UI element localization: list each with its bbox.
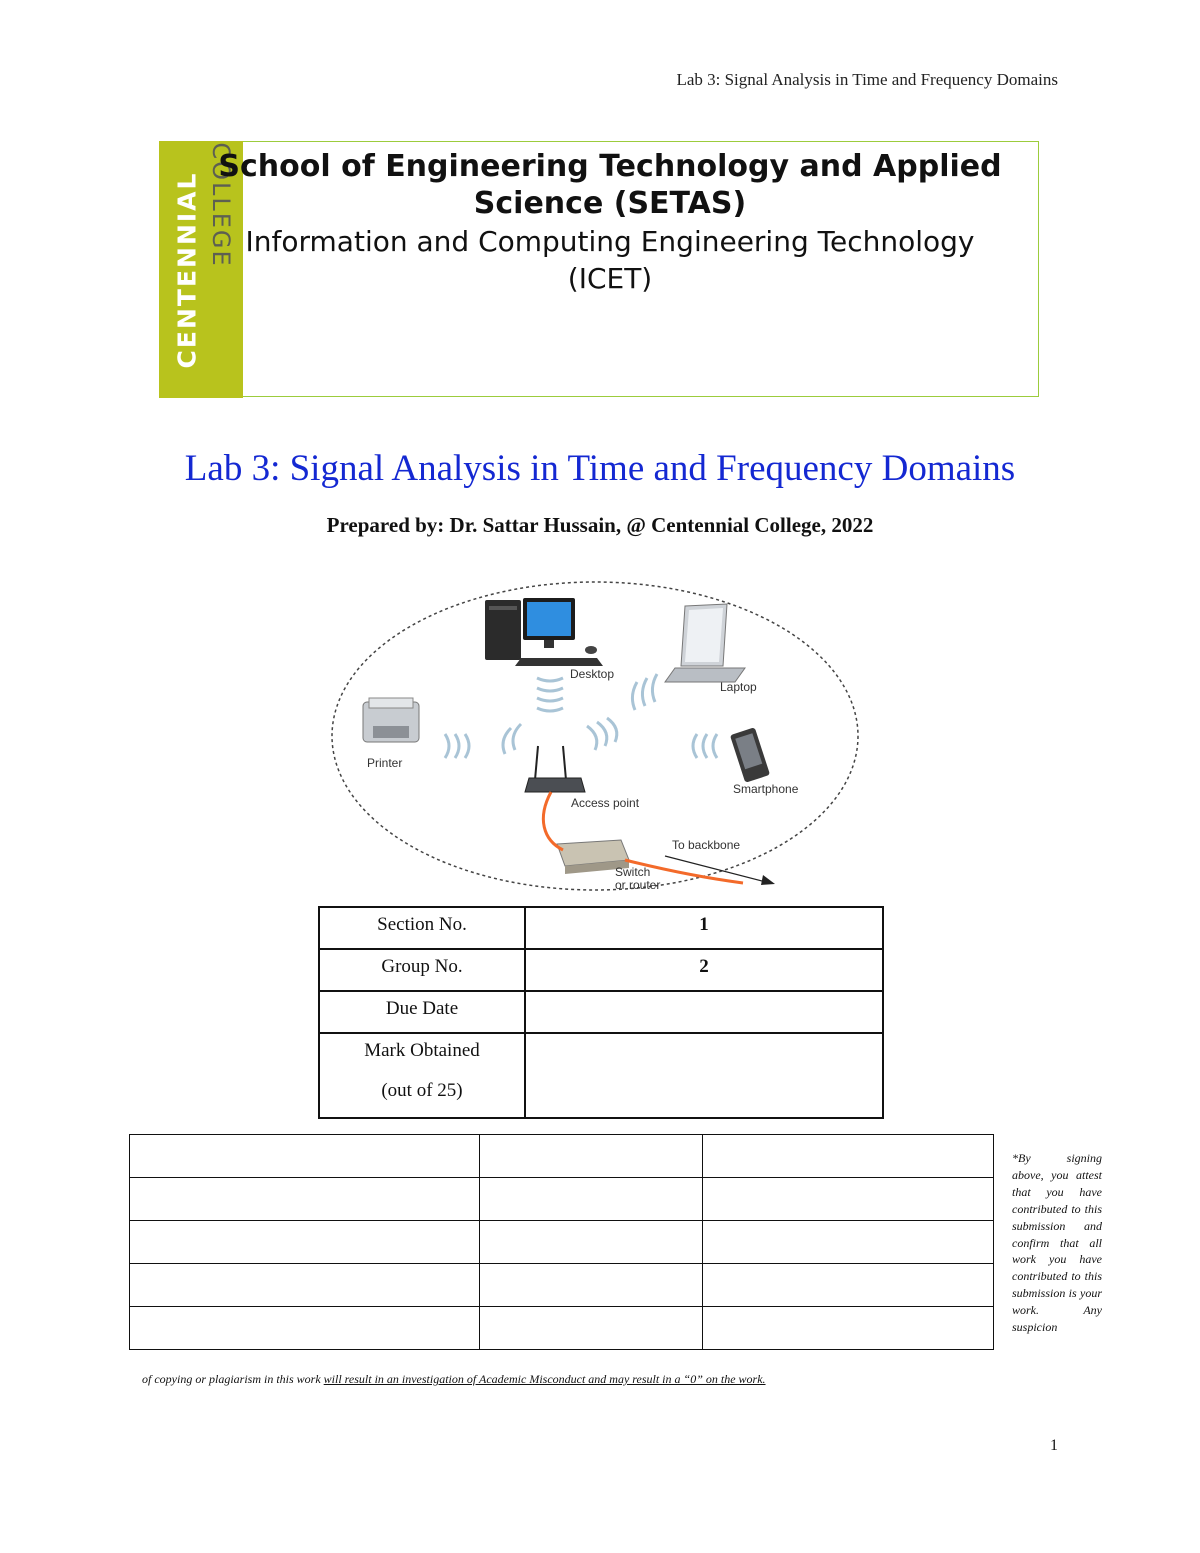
mark-label: Mark Obtained [364,1040,480,1061]
signature-cell[interactable] [703,1221,994,1264]
table-row [319,907,883,949]
school-title [200,148,1020,222]
signature-cell[interactable] [703,1135,994,1178]
signature-table [129,1134,994,1350]
due-date-value[interactable] [525,991,883,1033]
signature-cell[interactable] [480,1221,703,1264]
prepared-by: Prepared by: Dr. Sattar Hussain, @ Centennial College, 2022 [326,513,874,537]
group-label: Group No. [319,949,525,991]
signature-cell[interactable] [480,1178,703,1221]
signature-cell[interactable] [703,1264,994,1307]
switch-label-1: Switch [615,865,651,879]
school-title-line-1: School of Engineering Technology and Applied [218,149,1002,184]
signature-cell[interactable] [130,1264,480,1307]
program-title-line-1: Information and Computing Engineering Technology [245,225,975,258]
printer-icon [363,698,419,742]
table-row [130,1178,994,1221]
signature-cell[interactable] [130,1307,480,1350]
logo-word-college: COLLEGE [207,141,235,268]
access-point-label: Access point [571,796,640,810]
lab-title: Lab 3: Signal Analysis in Time and Frequency Domains [184,448,1016,489]
signature-cell[interactable] [130,1221,480,1264]
group-value[interactable]: 2 [525,949,883,991]
mark-label-cell [319,1033,525,1118]
signature-cell[interactable] [480,1264,703,1307]
signature-cell[interactable] [130,1178,480,1221]
signature-cell[interactable] [703,1307,994,1350]
attestation-tail [142,1372,766,1387]
table-row [319,991,883,1033]
table-row [130,1221,994,1264]
switch-label-2: or router [615,878,661,892]
table-row [319,1033,883,1118]
table-row [130,1307,994,1350]
attestation-side-text: *By signing above, you attest that you have contributed to this submission and confirm that all work you have contributed to this submission is your work. Any suspicion [1012,1151,1102,1335]
school-title-line-2: Science (SETAS) [473,186,747,221]
table-row [130,1264,994,1307]
smartphone-label: Smartphone [733,782,799,796]
cable-ap-switch [543,792,563,850]
info-table [318,906,884,1119]
wireless-waves [445,674,717,758]
desktop-icon [485,598,603,666]
program-title [200,223,1020,297]
desktop-label: Desktop [570,667,615,681]
access-point-icon [525,746,585,792]
logo-word-centennial: CENTENNIAL [172,171,202,368]
signature-cell[interactable] [703,1178,994,1221]
laptop-icon [665,604,745,682]
signature-cell[interactable] [480,1307,703,1350]
smartphone-icon [730,727,770,783]
section-value[interactable]: 1 [525,907,883,949]
page-number: 1 [1050,1437,1058,1454]
mark-sub-label: (out of 25) [381,1080,463,1101]
section-label: Section No. [319,907,525,949]
backbone-label: To backbone [672,838,741,852]
signature-cell[interactable] [480,1135,703,1178]
attestation-tail-plain: of copying or plagiarism in this work [142,1372,324,1386]
signature-cell[interactable] [130,1135,480,1178]
mark-value[interactable] [525,1033,883,1118]
laptop-label: Laptop [720,680,757,694]
running-header: Lab 3: Signal Analysis in Time and Frequency Domains [676,70,1058,89]
table-row [319,949,883,991]
table-row [130,1135,994,1178]
due-date-label: Due Date [319,991,525,1033]
printer-label: Printer [367,756,403,770]
program-title-line-2: (ICET) [567,262,653,295]
network-diagram [325,578,865,903]
backbone-arrow-head [761,875,775,885]
attestation-tail-underlined: will result in an investigation of Academic Misconduct and may result in a “0” on the work. [323,1372,766,1386]
